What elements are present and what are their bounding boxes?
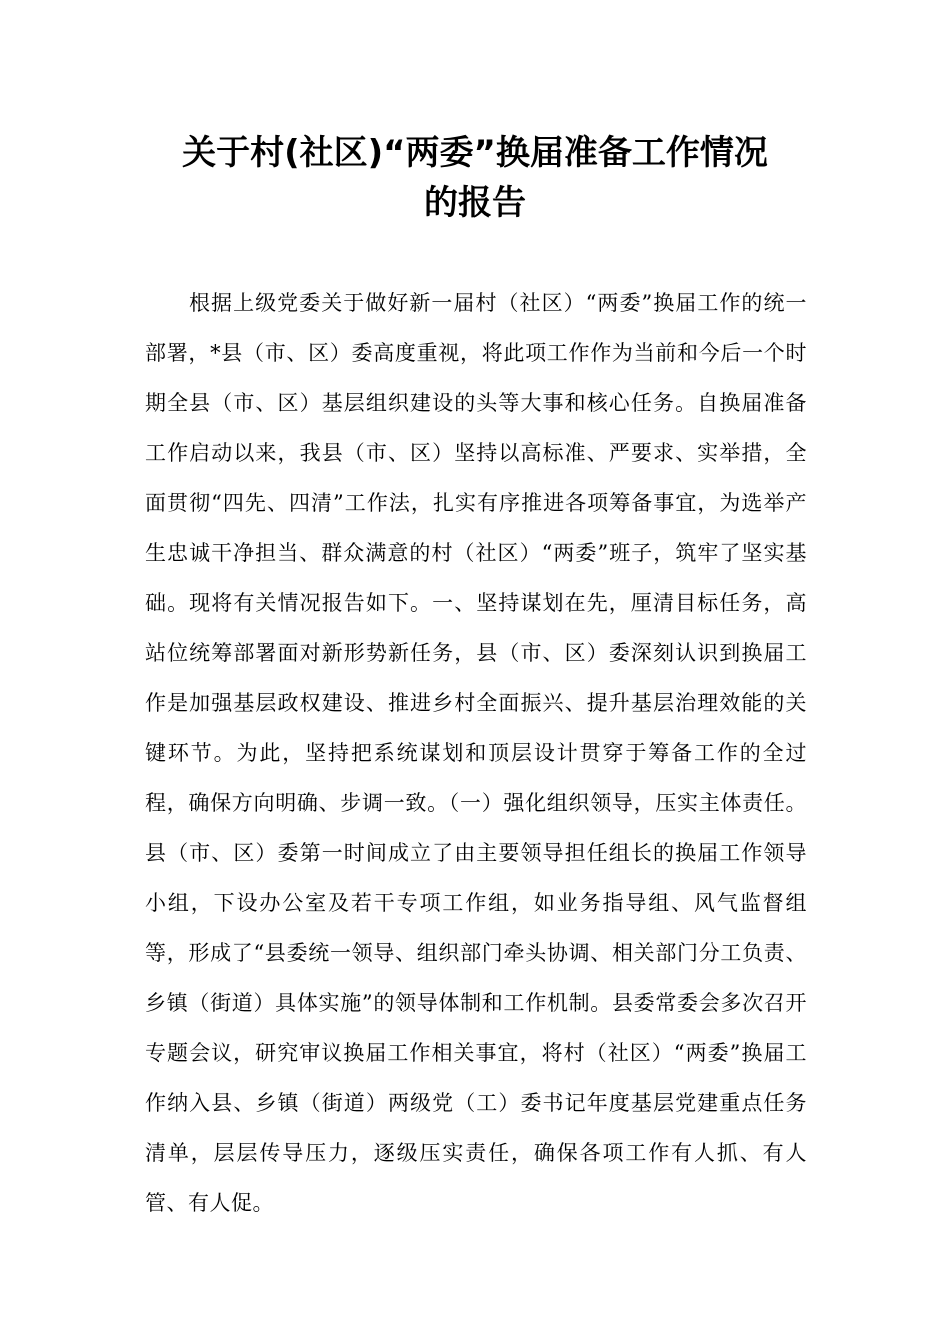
title-line-2: 的报告 xyxy=(424,183,526,223)
title-line-1: 关于村(社区)“两委”换届准备工作情况 xyxy=(182,133,768,173)
body-paragraph: 根据上级党委关于做好新一届村（社区）“两委”换届工作的统一部署，*县（市、区）委高度重视，将此项工作作为当前和今后一个时期全县（市、区）基层组织建设的头等大事和核心任务。自换届准备工作启动以来，我县（市、区）坚持以高标准、严要求、实举措，全面贯彻“四先、四清”工作法，扎实有序推进各项筹备事宜，为选举产生忠诚干净担当、群众满意的村（社区）“两委”班子，筑牢了坚实基础。现将有关情况报告如下。一、坚持谋划在先，厘清目标任务，高站位统筹部署面对新形势新任务，县（市、区）委深刻认识到换届工作是加强基层政权建设、推进乡村全面振兴、提升基层治理效能的关键环节。为此，坚持把系统谋划和顶层设计贯穿于筹备工作的全过程，确保方向明确、步调一致。（一）强化组织领导，压实主体责任。县（市、区）委第一时间成立了由主要领导担任组长的换届工作领导小组，下设办公室及若干专项工作组，如业务指导组、风气监督组等，形成了“县委统一领导、组织部门牵头协调、相关部门分工负责、乡镇（街道）具体实施”的领导体制和工作机制。县委常委会多次召开专题会议，研究审议换届工作相关事宜，将村（社区）“两委”换届工作纳入县、乡镇（街道）两级党（工）委书记年度基层党建重点任务清单，层层传导压力，逐级压实责任，确保各项工作有人抓、有人管、有人促。 xyxy=(145,291,807,1215)
document-title xyxy=(0,128,950,228)
